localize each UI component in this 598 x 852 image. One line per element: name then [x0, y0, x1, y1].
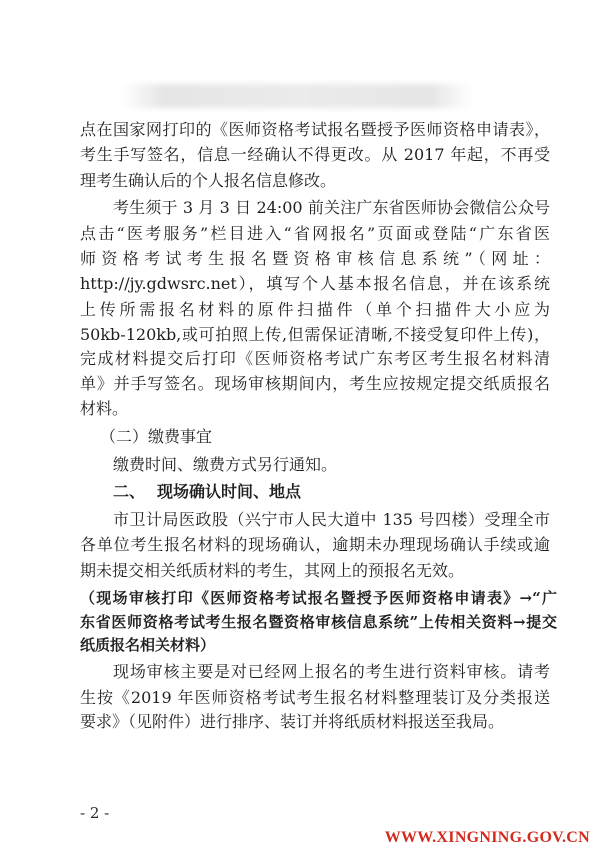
page-number: - 2 - [80, 804, 110, 822]
process-note-line: 东省医师资格考试考生报名暨资格审核信息系统”上传相关资料→提交 [80, 613, 557, 631]
heading-text: 现场确认时间、地点 [157, 482, 302, 501]
body-line: 点击“医考服务”栏目进入“省网报名”页面或登陆“广东省医 [80, 224, 550, 243]
process-note-line: （现场审核打印《医师资格考试报名暨授予医师资格申请表》→“广 [80, 589, 557, 607]
body-line: 各单位考生报名材料的现场确认，逾期未办理现场确认手续或逾 [80, 535, 550, 554]
body-line: 材料。 [80, 399, 129, 418]
body-line: 50kb-120kb,或可拍照上传,但需保证清晰,不接受复印件上传)， [80, 325, 550, 344]
body-line: 考生手写签名，信息一经确认不得更改。从 2017 年起，不再受 [80, 145, 550, 164]
section-heading-onsite [113, 482, 550, 502]
body-line: 生按《2019 年医师资格考试考生报名材料整理装订及分类报送 [80, 688, 550, 707]
heading-number: 二、 [113, 482, 146, 501]
section-text-fee: 缴费时间、缴费方式另行通知。 [113, 455, 338, 474]
body-line: 完成材料提交后打印《医师资格考试广东考区考生报名材料清 [80, 349, 550, 368]
body-line: 上传所需报名材料的原件扫描件（单个扫描件大小应为 [80, 300, 550, 319]
body-line: 单》并手写签名。现场审核期间内，考生应按规定提交纸质报名 [80, 374, 550, 393]
website-watermark: WWW.XINGNING.GOV.CN [384, 829, 590, 846]
section-title-fee: （二）缴费事宜 [100, 427, 213, 446]
process-note-line: 纸质报名相关材料） [80, 636, 216, 654]
bleed-through-mark [122, 84, 472, 108]
body-line: http://jy.gdwsrc.net），填写个人基本报名信息，并在该系统 [80, 274, 550, 293]
body-line: 理考生确认后的个人报名信息修改。 [80, 171, 337, 190]
body-line: 要求》（见附件）进行排序、装订并将纸质材料报送至我局。 [80, 712, 505, 731]
body-line: 市卫计局医政股（兴宁市人民大道中 135 号四楼）受理全市 [113, 510, 550, 529]
body-line: 点在国家网打印的《医师资格考试报名暨授予医师资格申请表》， [80, 120, 550, 139]
body-line: 现场审核主要是对已经网上报名的考生进行资料审核。请考 [113, 662, 550, 681]
body-line: 期未提交相关纸质材料的考生，其网上的预报名无效。 [80, 561, 465, 580]
body-line: 考生须于 3 月 3 日 24:00 前关注广东省医师协会微信公众号 [113, 198, 550, 217]
body-line: 师资格考试考生报名暨资格审核信息系统”（网址： [80, 249, 550, 268]
